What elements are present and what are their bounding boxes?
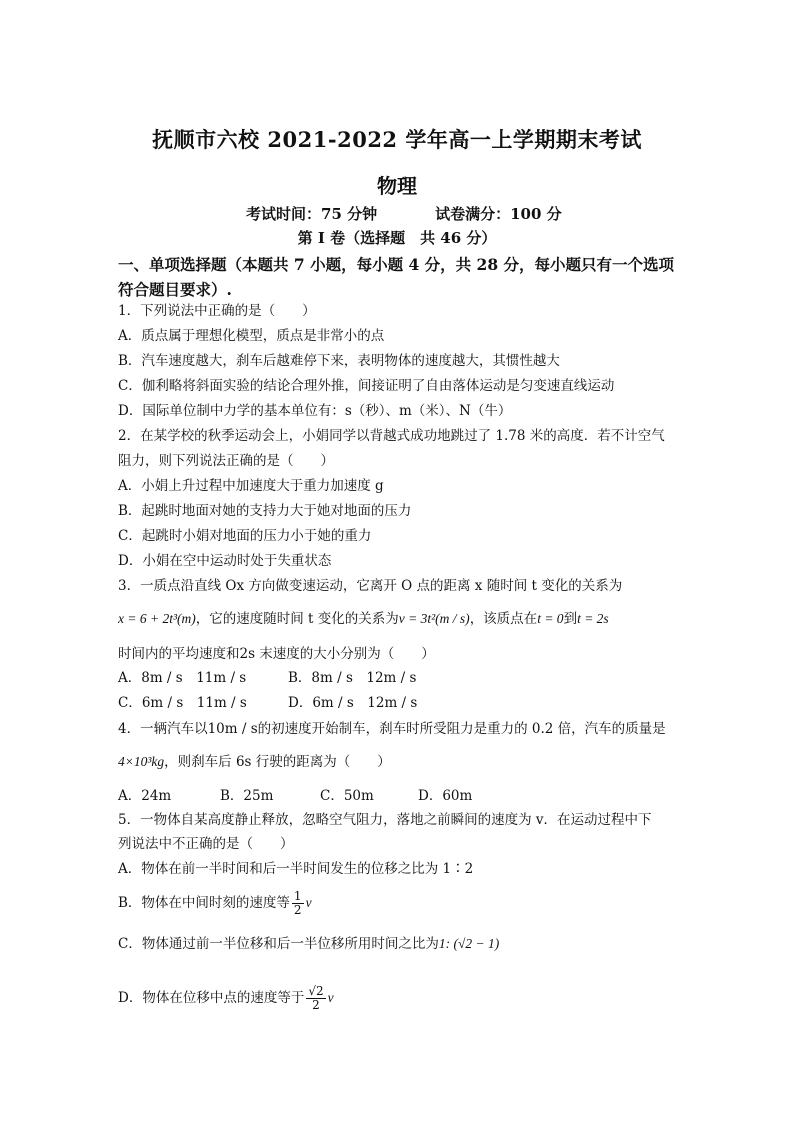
q5-stem-line1: 5．一物体自某高度静止释放，忽略空气阻力，落地之前瞬间的速度为 v．在运动过程中下 [118, 812, 652, 828]
q3-option-a: A．8m / s 11m / s [118, 670, 247, 686]
q3-stem-line2 [118, 609, 609, 629]
q5-d-denominator: 2 [312, 998, 320, 1012]
q4-eq-mass: 4×10³kg [118, 754, 165, 769]
q2-stem-line2: 阻力，则下列说法正确的是（ ） [118, 453, 334, 469]
exam-title: 抚顺市六校 2021-2022 学年高一上学期期末考试 [152, 127, 642, 152]
section-heading: 一、单项选择题（本题共 7 小题，每小题 4 分，共 28 分，每小题只有一个选项符合题目要求）. [118, 255, 675, 299]
q3-eq-v: v = 3t²(m / s) [398, 611, 470, 626]
q5-option-d-text: D．物体在位移中点的速度等于 [118, 990, 305, 1006]
q5-option-b-fraction [292, 890, 304, 917]
q5-b-denominator: 2 [293, 903, 302, 917]
q2-stem-line1: 2．在某学校的秋季运动会上，小娟同学以背越式成功地跳过了 1.78 米的高度．若不计空气 [118, 428, 665, 444]
q1-stem: 1．下列说法中正确的是（ ） [118, 303, 316, 319]
q5-option-c-text: C．物体通过前一半位移和后一半位移所用时间之比为 [118, 936, 439, 952]
part-heading: 第 I 卷（选择题 共 46 分） [297, 229, 497, 247]
q4-stem-line2 [118, 752, 391, 772]
q3-eq-x: x = 6 + 2t³(m) [118, 611, 196, 626]
q4-option-c: C．50m [320, 788, 374, 804]
q1-option-b: B．汽车速度越大，刹车后越难停下来，表明物体的速度越大，其惯性越大 [118, 353, 560, 369]
q2-option-d: D．小娟在空中运动时处于失重状态 [118, 553, 332, 569]
q4-stem-text: ，则刹车后 6s 行驶的距离为（ ） [164, 754, 391, 770]
q2-option-c: C．起跳时小娟对地面的压力小于她的重力 [118, 528, 372, 544]
q5-d-variable: v [327, 990, 334, 1005]
q3-mid1: ，它的速度随时间 t 变化的关系为 [195, 611, 399, 627]
q4-options-row [118, 786, 472, 806]
q3-option-c: C．6m / s 11m / s [118, 695, 247, 711]
q4-option-a: A．24m [118, 788, 172, 804]
q1-option-d: D．国际单位制中力学的基本单位有：s（秒）、m（米）、N（牛） [118, 403, 512, 419]
q3-options-row2 [118, 693, 417, 713]
q2-option-a: A．小娟上升过程中加速度大于重力加速度 g [118, 478, 384, 494]
q3-eq-t0: t = 0 [537, 611, 564, 626]
q4-option-b: B．25m [220, 788, 274, 804]
q5-stem-line2: 列说法中不正确的是（ ） [118, 836, 294, 852]
q5-b-variable: v [305, 895, 312, 910]
q5-option-a: A．物体在前一半时间和后一半时间发生的位移之比为 1∶2 [118, 861, 474, 877]
q5-option-b-text: B．物体在中间时刻的速度等 [118, 895, 290, 911]
q5-option-d [118, 985, 334, 1012]
q3-stem-line1: 3．一质点沿直线 Ox 方向做变速运动，它离开 O 点的距离 x 随时间 t 变化的关系为 [118, 578, 623, 594]
q3-options-row1 [118, 668, 416, 688]
q4-stem-line1: 4．一辆汽车以10m / s的初速度开始制车，刹车时所受阻力是重力的 0.2 倍，汽车的质量是 [118, 721, 666, 737]
q5-b-numerator: 1 [293, 889, 302, 903]
exam-time: 考试时间：75 分钟 [246, 205, 378, 223]
q2-option-b: B．起跳时地面对她的支持力大于她对地面的压力 [118, 503, 412, 519]
q1-option-a: A．质点属于理想化模型，质点是非常小的点 [118, 328, 385, 344]
subject-title: 物理 [377, 174, 417, 198]
q3-option-d: D．6m / s 12m / s [288, 695, 418, 711]
q3-mid2: ，该质点在 [469, 611, 538, 627]
q5-option-b [118, 890, 312, 917]
q5-d-numerator: √2 [308, 984, 324, 998]
q5-c-equation: 1: (√2 − 1) [438, 936, 500, 951]
full-score: 试卷满分：100 分 [435, 205, 562, 223]
q1-option-c: C．伽利略将斜面实验的结论合理外推，间接证明了自由落体运动是匀变速直线运动 [118, 378, 615, 394]
q4-option-d: D．60m [418, 788, 473, 804]
q5-option-c [118, 934, 499, 954]
q3-eq-t2: t = 2s [577, 611, 609, 626]
q3-option-b: B．8m / s 12m / s [288, 670, 417, 686]
q3-mid3: 到 [563, 611, 578, 627]
exam-meta [246, 203, 562, 224]
q5-option-d-fraction [306, 985, 325, 1012]
q3-stem-line3: 时间内的平均速度和2s 末速度的大小分别为（ ） [118, 646, 435, 662]
